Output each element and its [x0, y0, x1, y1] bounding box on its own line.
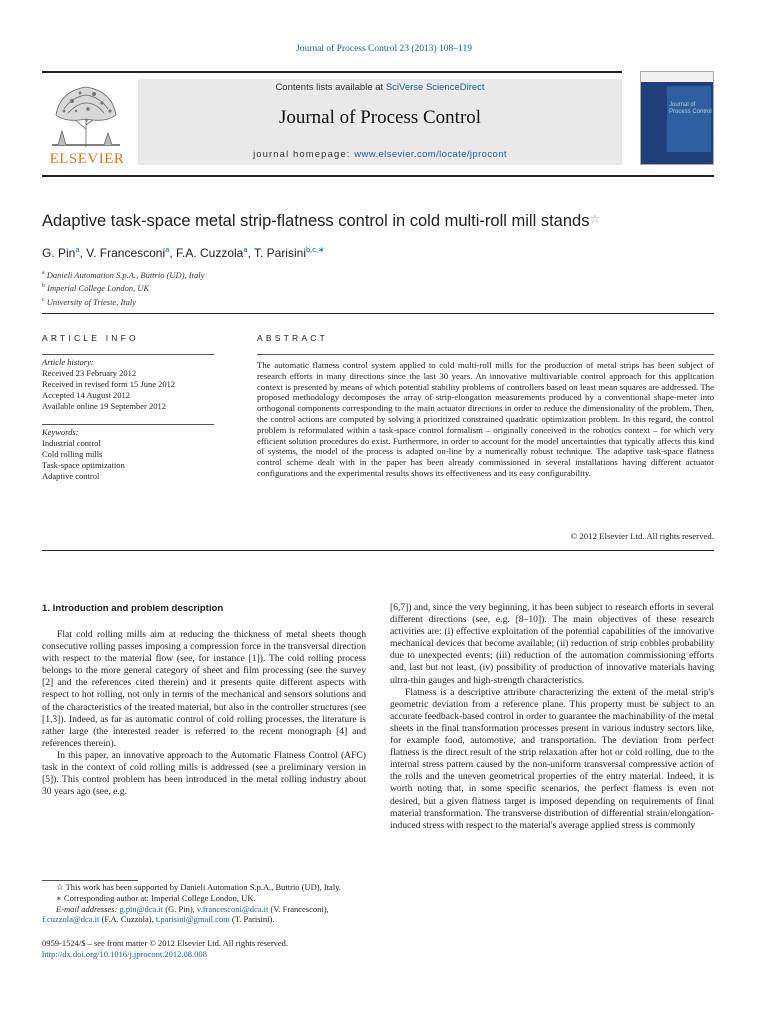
- affiliation-item: [42, 268, 204, 281]
- affiliation-mark: b: [42, 283, 45, 290]
- affiliation-mark: a: [42, 270, 45, 276]
- author-name: V. Francesconi: [86, 246, 166, 260]
- affiliation-text: Imperial College London, UK: [47, 283, 150, 294]
- author-name: T. Parisini: [253, 246, 306, 260]
- email-label: E-mail addresses:: [56, 903, 118, 914]
- body-paragraph: Flatness is a descriptive attribute characterizing the extent of the metal strip's geometric deviation from a reference plane. This property must be subject to an accurate feedback-based control in order to guarantee the machinability of the metal sheets in the final transformation processes present in various industry sectors like, for example food, automotive, and transportation. The deviation from perfect flatness is the direct result of the strip relaxation after hot or cold rolling, due to the internal stress pattern caused by the non-uniform transversal compressive action of the rolls and the uneven geometrical properties of the entry material. Indeed, it is worth noting that, in some specific scenarios, the perfect flatness is even not desired, but a given flatness target is imposed depending on requirements of final material transformation. The transverse distribution of differential strain/elongation-induced stress with respect to the material's average applied stress is commonly: [390, 686, 714, 831]
- cover-title: Journal of Process Control: [669, 102, 712, 115]
- author-affiliation-mark[interactable]: b,c,∗: [305, 245, 325, 254]
- history-item: Received in revised form 15 June 2012: [42, 379, 176, 389]
- journal-cover-image: [640, 71, 714, 165]
- article-history: [42, 357, 214, 412]
- corresponding-footnote: ∗ Corresponding author at: Imperial College London, UK.: [56, 892, 256, 903]
- abstract-text: The automatic flatness control system applied to cold multi-roll mills for the production of metal strips has been subject of research efforts in many directions since the last 30 years. An innovative multivariable control approach for this application context is presented by means of which potential stability problems of controllers based on least mean squares are addressed. The proposed methodology decomposes the array of strip-elongation measurements produced by a conventional shape-meter into orthogonal components corresponding to the main actuator directions in order to reduce the dimensionality of the problem. Then, the control actions are computed by solving a prioritized constrained quadratic optimization problem. In this regard, the control problem is reformulated within a task-space control formalism – originally conceived in the robotics context – for which very efficient solution procedures do exist. Furthermore, in order to account for the model uncertainties that typically affects this kind of systems, the model of the process is adapted on-line by a numerically robust technique. The adaptive task-space flatness control scheme dealt with in the paper has been already commissioned in several installations having different actuator configurations and the experimental results shows its effectiveness and its easy configurability.: [257, 360, 714, 478]
- affiliation-item: [42, 295, 204, 308]
- article-history-label: Article history:: [42, 357, 94, 367]
- journal-reference[interactable]: Journal of Process Control 23 (2013) 108–119: [296, 44, 472, 54]
- homepage-link[interactable]: www.elsevier.com/locate/jprocont: [354, 149, 507, 160]
- keyword-item: Cold rolling mills: [42, 449, 103, 459]
- body-paragraph: Flat cold rolling mills aim at reducing the thickness of metal sheets though consecutive rolling passes imposing a compression force in the transversal direction with respect to the material flow (see, for instance [1]). The cold rolling process belongs to the more general category of sheet and film processing (see the survey [2] and the references cited therein) and it presents quite different aspects with respect to hot rolling, not only in terms of the mechanical and sensors solutions and of the characteristics of the treated material, but also in the controller structures (see [1,3]). Indeed, as far as automatic control of cold rolling processes, the literature is rather large (the interested reader is referred to the recent monograph [4] and references therein).: [42, 629, 366, 749]
- email-footnote-line: [42, 904, 366, 915]
- right-column: [390, 602, 714, 832]
- body-paragraph: [6,7]) and, since the very beginning, it has been subject to research efforts in several different directions (see, e.g. [8–10]). The main objectives of these research activities are: (i) effective exploitation of the potential capabilities of the innovative mechanical devices that become available; (ii) reduction of strip cobbles probability due to unexpected events; (iii) reduction of the automation commissioning efforts and, last but not least, (iv) possibility of production of innovative materials having ultra-thin gauges and high-strength characteristics.: [390, 602, 714, 686]
- author-name: G. Pin: [42, 246, 76, 260]
- tree-logo-icon: [46, 79, 126, 149]
- section-title: 1. Introduction and problem description: [42, 603, 224, 614]
- cover-header-strip: [641, 72, 714, 82]
- left-column: [42, 629, 366, 798]
- body-paragraph: In this paper, an innovative approach to the Automatic Flatness Control (AFC) task in the context of cold rolling mills is addressed (see a preliminary version in [5]). This control problem has been introduced in the metal rolling industry about 30 years ago (see, e.g.: [42, 749, 366, 798]
- abstract-copyright: © 2012 Elsevier Ltd. All rights reserved.: [570, 531, 714, 541]
- author-list: G. Pin$^a$, V. Francesconi$^a$, F.A. Cuzzola$^a$, T. Parisini$^{b,c,∗}$: [42, 245, 325, 260]
- footnotes: [42, 882, 366, 925]
- keywords-label: Keywords:: [42, 427, 79, 437]
- keyword-item: Task-space optimization: [42, 460, 125, 470]
- article-info-heading: ARTICLE INFO: [42, 333, 139, 343]
- doi-link[interactable]: http://dx.doi.org/10.1016/j.jprocont.2012.08.008: [42, 949, 207, 959]
- email-link[interactable]: v.francesconi@dca.it: [196, 903, 269, 914]
- affiliation-item: [42, 281, 204, 294]
- abstract-heading: ABSTRACT: [257, 333, 328, 343]
- front-matter: [42, 938, 382, 960]
- email-owner: (T. Parisini).: [229, 914, 275, 925]
- article-info-top-rule: [42, 313, 714, 314]
- author-name: F.A. Cuzzola: [175, 246, 244, 260]
- issn-line: 0959-1524/$ – see front matter © 2012 Elsevier Ltd. All rights reserved.: [42, 938, 289, 948]
- abstract-bottom-rule: [42, 550, 714, 551]
- author-affiliation-mark[interactable]: a: [243, 245, 248, 254]
- author-affiliation-mark[interactable]: a: [75, 245, 80, 254]
- email-link[interactable]: g.pin@dca.it: [119, 903, 164, 914]
- masthead-bottom-rule: [42, 175, 714, 177]
- email-owner: (V. Francesconi),: [268, 903, 329, 914]
- cover-panel: [667, 86, 711, 152]
- affiliation-text: University of Trieste, Italy: [46, 296, 137, 307]
- homepage-prefix: journal homepage:: [253, 149, 355, 160]
- affiliations: [42, 268, 204, 308]
- keyword-item: Industrial control: [42, 438, 101, 448]
- homepage-line: [138, 149, 622, 160]
- abstract-rule: [257, 354, 714, 355]
- funding-footnote: ☆ This work has been supported by Danieli Automation S.p.A., Buttrio (UD), Italy.: [56, 882, 342, 892]
- email-owner: (F.A. Cuzzola),: [99, 914, 156, 925]
- masthead-top-rule: [42, 71, 622, 73]
- history-item: Available online 19 September 2012: [42, 401, 167, 411]
- elsevier-logo: [42, 79, 132, 169]
- affiliation-mark: c: [42, 296, 45, 303]
- keywords: [42, 427, 214, 482]
- article-info-rule: [42, 354, 214, 355]
- sciencedirect-link[interactable]: SciVerse ScienceDirect: [385, 82, 485, 93]
- journal-title: Journal of Process Control: [278, 107, 482, 128]
- keywords-rule: [42, 424, 214, 425]
- affiliation-text: Danieli Automation S.p.A., Buttrio (UD), Italy: [46, 269, 205, 280]
- publisher-name: ELSEVIER: [49, 151, 125, 167]
- footnote-rule: [42, 880, 138, 881]
- history-item: Accepted 14 August 2012: [42, 390, 131, 400]
- keyword-item: Adaptive control: [42, 471, 100, 481]
- author-affiliation-mark[interactable]: a: [165, 245, 170, 254]
- contents-prefix: Contents lists available at: [275, 82, 386, 93]
- contents-line: [138, 82, 622, 93]
- article-title: [42, 212, 722, 231]
- history-item: Received 23 February 2012: [42, 368, 137, 378]
- email-link[interactable]: f.cuzzola@dca.it: [42, 914, 100, 925]
- title-footnote-mark[interactable]: ☆: [589, 212, 601, 226]
- email-footnote-line: [42, 914, 366, 925]
- journal-banner: [138, 79, 622, 165]
- article-title-text: Adaptive task-space metal strip-flatness control in cold multi-roll mill stands: [42, 212, 590, 230]
- masthead: [42, 71, 714, 171]
- email-owner: (G. Pin),: [163, 903, 197, 914]
- email-link[interactable]: t.parisini@gmail.com: [155, 914, 230, 925]
